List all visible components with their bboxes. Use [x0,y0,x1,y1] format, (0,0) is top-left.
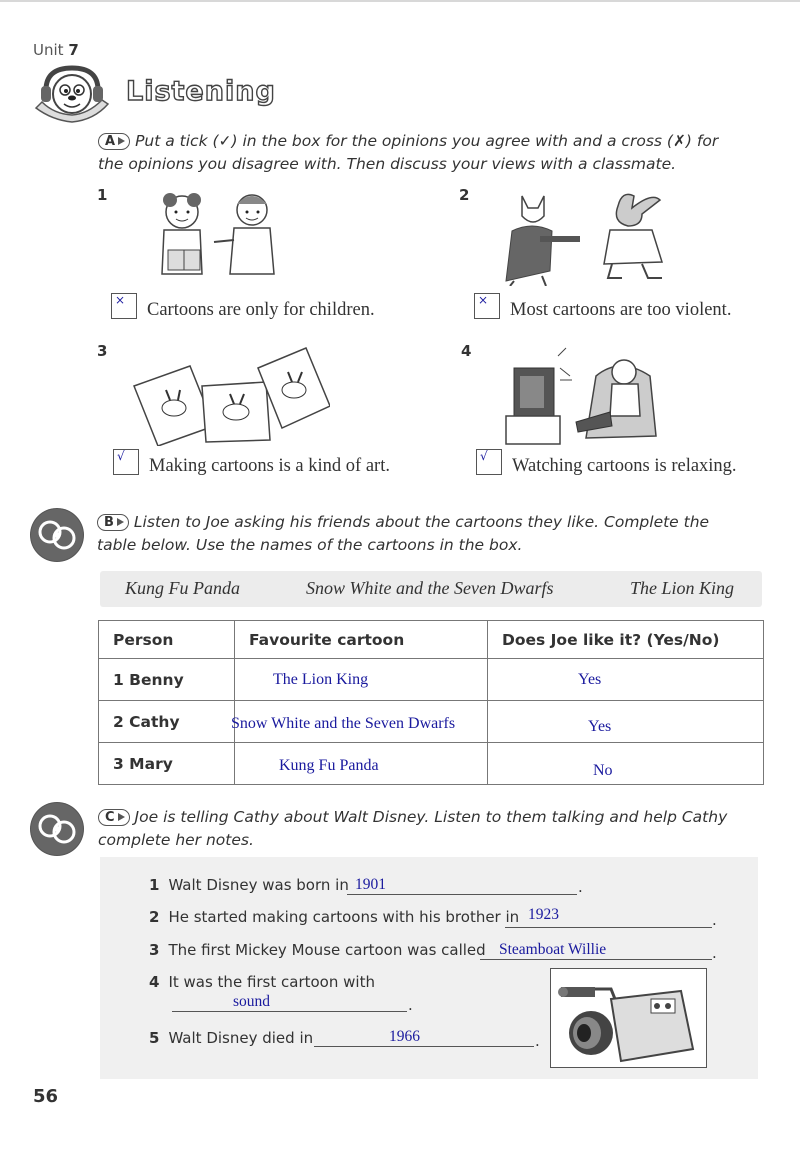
cartoon-name-3: The Lion King [630,578,735,598]
likes-cell[interactable]: No [488,743,764,785]
table-row [99,701,764,743]
likes-cell[interactable]: Yes [488,701,764,743]
cartoon-cell[interactable]: Kung Fu Panda [235,743,488,785]
section-c-badge: C [98,809,130,826]
cartoon-violence-illustration [492,186,692,286]
note-5-end: . [535,1032,540,1050]
person-cell: 3 Mary [99,743,235,785]
note-1: 1 Walt Disney was born in [149,876,349,894]
likes-cell[interactable]: Yes [488,659,764,701]
note-5-answer-line[interactable] [314,1046,534,1047]
note-1-answer: 1901 [355,876,386,893]
section-b-instruction: B Listen to Joe asking his friends about the cartoons they like. Complete the table below. Use the names of the cartoons in the box. [97,513,710,554]
section-b-badge: B [97,514,129,531]
cartoon-cell[interactable]: The Lion King [235,659,488,701]
note-5: 5 Walt Disney died in [149,1029,314,1047]
item-4-number: 4 [461,342,472,360]
kids-reading-illustration [130,182,290,282]
audio-cd-icon [30,508,84,562]
opinion-4-text: Watching cartoons is relaxing. [512,456,737,476]
header-favourite-cartoon: Favourite cartoon [235,621,488,659]
table-row [99,743,764,785]
table-row [99,659,764,701]
note-3: 3 The first Mickey Mouse cartoon was called [149,941,486,959]
audio-cd-icon [30,802,84,856]
item-2-number: 2 [459,186,470,204]
note-4-answer-line[interactable] [172,1011,407,1012]
cartoon-table [98,620,764,785]
cartoon-name-box [100,571,762,607]
note-4: 4 It was the first cartoon with [149,973,375,991]
opinion-3-mark: √ [117,449,125,463]
opinion-3-checkbox[interactable] [113,449,139,475]
note-3-answer-line[interactable] [480,959,712,960]
page-number: 56 [33,1086,59,1107]
opinion-1-checkbox[interactable] [111,293,137,319]
header-does-joe-like-it: Does Joe like it? (Yes/No) [488,621,764,659]
cartoon-cell[interactable]: Snow White and the Seven Dwarfs [235,701,488,743]
opinion-4-checkbox[interactable] [476,449,502,475]
note-5-answer: 1966 [389,1028,420,1045]
note-4-end: . [408,996,413,1014]
note-1-end: . [578,878,583,896]
note-2: 2 He started making cartoons with his brother in [149,908,520,926]
film-camera-icon [551,969,708,1069]
opinion-1-mark: × [115,293,126,307]
opinion-3-text: Making cartoons is a kind of art. [149,456,390,476]
opinion-2-checkbox[interactable] [474,293,500,319]
person-cell: 1 Benny [99,659,235,701]
relaxing-watching-tv-illustration [500,346,670,446]
camera-picture-frame [550,968,707,1068]
section-a-badge: A [98,133,130,150]
unit-label: Unit 7 [33,41,79,59]
note-3-end: . [712,944,717,962]
section-c-instruction: C Joe is telling Cathy about Walt Disney. Listen to them talking and help Cathy complete her notes. [98,808,728,849]
cartoon-name-1: Kung Fu Panda [125,578,240,598]
top-rule [0,0,800,2]
cartoon-name-2: Snow White and the Seven Dwarfs [306,578,554,598]
note-3-answer: Steamboat Willie [499,941,607,958]
section-a-instruction: A Put a tick (✓) in the box for the opinions you agree with and a cross (✗) for the opinions you disagree with. Then discuss your views with a classmate. [98,132,719,173]
note-4-answer: sound [233,993,271,1010]
listening-mascot-icon [32,60,112,130]
note-1-answer-line[interactable] [347,894,577,895]
item-3-number: 3 [97,342,108,360]
section-title: Listening [126,76,276,107]
item-1-number: 1 [97,186,108,204]
header-person: Person [99,621,235,659]
animation-frames-illustration [130,346,330,446]
person-cell: 2 Cathy [99,701,235,743]
note-2-answer: 1923 [528,906,559,923]
opinion-2-text: Most cartoons are too violent. [510,300,732,320]
table-header-row [99,621,764,659]
note-2-answer-line[interactable] [505,927,712,928]
note-2-end: . [712,911,717,929]
opinion-2-mark: × [478,293,489,307]
opinion-4-mark: √ [480,449,488,463]
opinion-1-text: Cartoons are only for children. [147,300,375,320]
